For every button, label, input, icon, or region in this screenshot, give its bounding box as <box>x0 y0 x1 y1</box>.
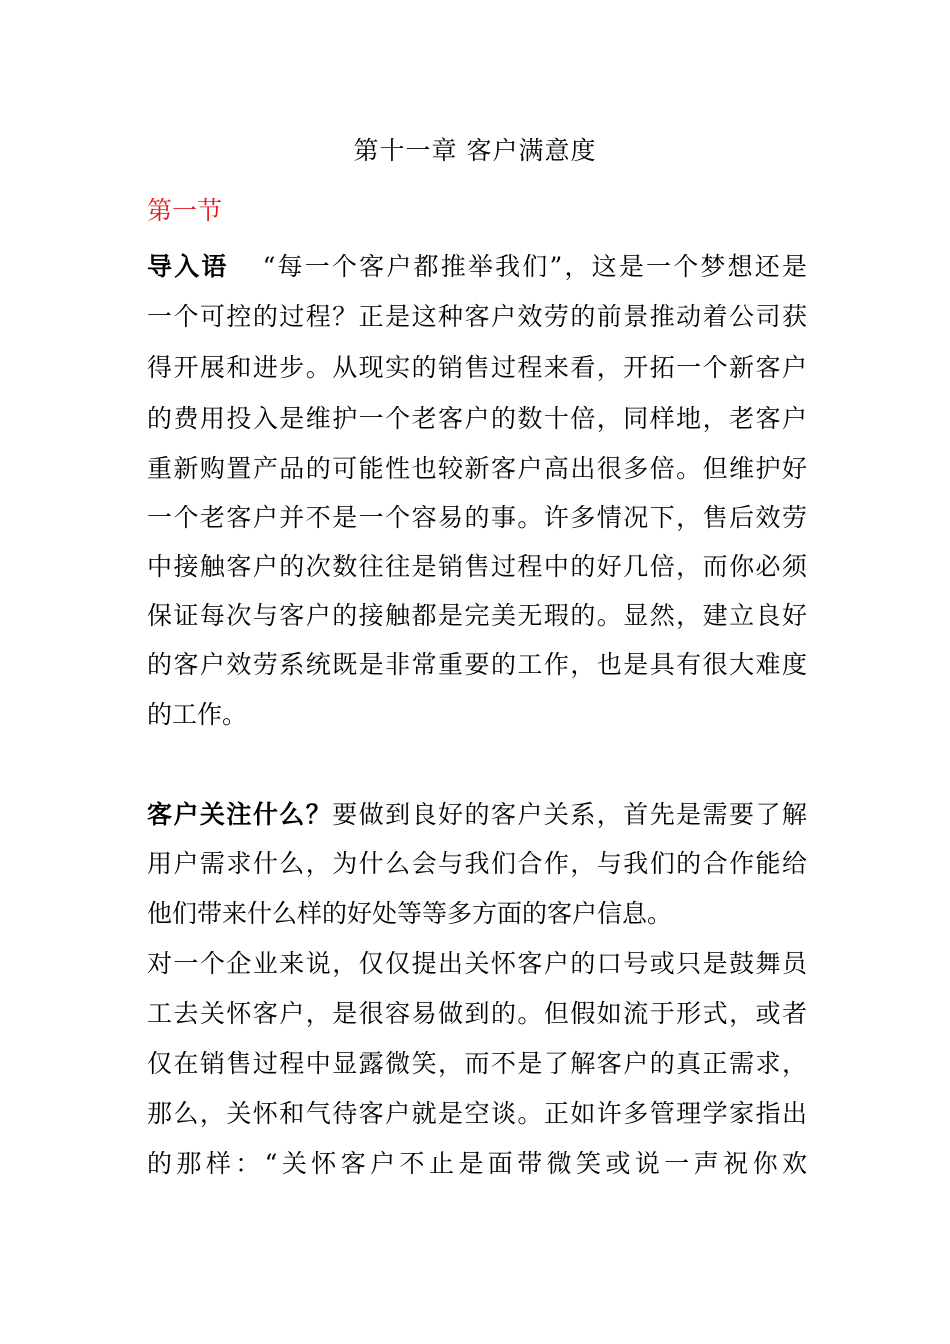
intro-line-3: 得开展和进步。从现实的销售过程来看，开拓一个新客户 <box>147 353 807 382</box>
intro-line-5: 重新购置产品的可能性也较新客户高出很多倍。但维护好 <box>147 454 807 483</box>
intro-line-6: 一个老客户并不是一个容易的事。许多情况下，售后效劳 <box>147 503 807 532</box>
intro-line-9: 的客户效劳系统既是非常重要的工作，也是具有很大难度 <box>147 650 807 679</box>
section-label: 第一节 <box>147 196 223 225</box>
para3-line-3: 仅在销售过程中显露微笑，而不是了解客户的真正需求， <box>147 1049 807 1078</box>
intro-line-8: 保证每次与客户的接触都是完美无瑕的。显然，建立良好 <box>147 601 807 630</box>
para3-line-1: 对一个企业来说，仅仅提出关怀客户的口号或只是鼓舞员 <box>147 949 807 978</box>
focus-text-1: 要做到良好的客户关系，首先是需要了解 <box>332 800 807 829</box>
intro-line-1 <box>147 248 807 286</box>
focus-line-2: 用户需求什么，为什么会与我们合作，与我们的合作能给 <box>147 849 807 878</box>
focus-line-3: 他们带来什么样的好处等等多方面的客户信息。 <box>147 899 673 928</box>
focus-line-1 <box>147 796 807 834</box>
para3-line-2: 工去关怀客户，是很容易做到的。但假如流于形式，或者 <box>147 999 807 1028</box>
intro-line-10: 的工作。 <box>147 700 248 729</box>
para3-line-4: 那么，关怀和气待客户就是空谈。正如许多管理学家指出 <box>147 1099 807 1128</box>
intro-heading: 导入语 <box>147 252 229 281</box>
chapter-title: 第十一章 客户满意度 <box>353 136 597 165</box>
intro-text-1: “每一个客户都推举我们”，这是一个梦想还是 <box>262 252 807 281</box>
intro-line-2: 一个可控的过程？正是这种客户效劳的前景推动着公司获 <box>147 302 807 331</box>
intro-line-7: 中接触客户的次数往往是销售过程中的好几倍，而你必须 <box>147 552 807 581</box>
focus-heading: 客户关注什么？ <box>147 800 333 829</box>
intro-line-4: 的费用投入是维护一个老客户的数十倍，同样地，老客户 <box>147 404 807 433</box>
para3-line-5: 的那样：“关怀客户不止是面带微笑或说一声祝你欢 <box>147 1149 807 1178</box>
